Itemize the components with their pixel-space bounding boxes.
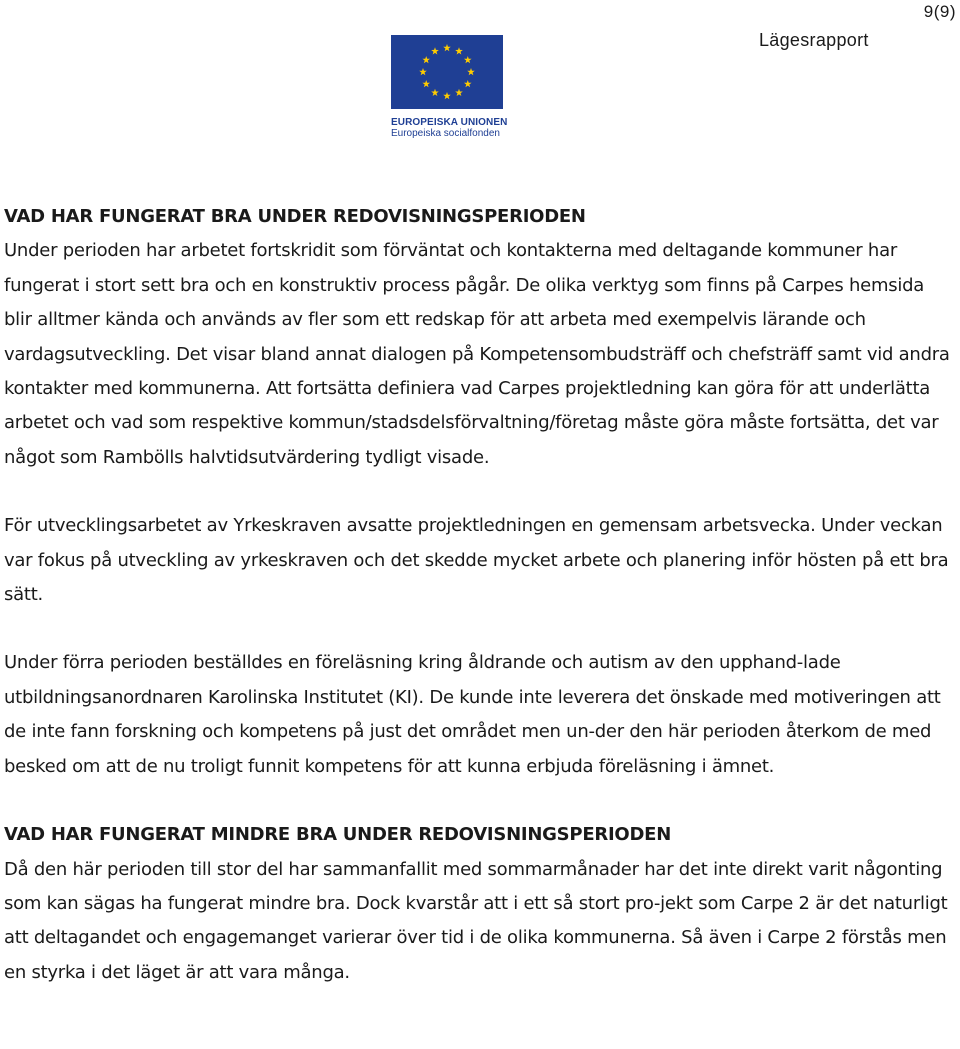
paragraph: Under perioden har arbetet fortskridit som förväntat och kontakterna med deltagande kommuner har fungerat i stort sett bra och en konstruktiv process pågår. De olika verktyg som finns på Carpes hemsida blir alltmer kända och används av fler som ett redskap för att arbeta med exempelvis lärande och vardagsutveckling. Det visar bland annat dialogen på Kompetensombudsträff och chefsträff samt vid andra kontakter med kommunerna. Att fortsätta definiera vad Carpes projektledning kan göra för att underlätta arbetet och vad som respektive kommun/stadsdelsförvaltning/företag måste göra måste fortsätta, det var något som Rambölls halvtidsutvärdering tydligt visade. <box>4 240 950 468</box>
report-title: Lägesrapport <box>759 30 869 50</box>
section-heading: VAD HAR FUNGERAT BRA UNDER REDOVISNINGSPERIODEN <box>4 206 586 227</box>
logo-text-eu: EUROPEISKA UNIONEN <box>391 117 508 128</box>
document-body <box>4 200 954 990</box>
paragraph: För utvecklingsarbetet av Yrkeskraven avsatte projektledningen en gemensam arbetsvecka. Under veckan var fokus på utveckling av yrkeskraven och det skedde mycket arbete och planering inför hösten på ett bra sätt. <box>4 515 949 606</box>
section-heading: VAD HAR FUNGERAT MINDRE BRA UNDER REDOVISNINGSPERIODEN <box>4 824 672 846</box>
page-number: 9(9) <box>923 2 956 21</box>
eu-flag-icon <box>391 35 503 109</box>
paragraph: Då den här perioden till stor del har sammanfallit med sommarmånader har det inte direkt varit någonting som kan sägas ha fungerat mindre bra. Dock kvarstår att i ett så stort pro-jekt som Carpe 2 är det naturligt att deltagandet och engagemanget varierar över tid i de olika kommunerna. Så även i Carpe 2 förstås men en styrka i det läget är att vara många. <box>4 858 948 983</box>
paragraph: Under förra perioden beställdes en föreläsning kring åldrande och autism av den upphand-lade utbildningsanordnaren Karolinska Institutet (KI). De kunde inte leverera det önskade med motiveringen att de inte fann forskning och kompetens på just det området men un-der den här perioden återkom de med besked om att de nu troligt funnit kompetens för att kunna erbjuda föreläsning i ämnet. <box>4 652 941 777</box>
eu-logo <box>391 35 507 139</box>
logo-text-esf: Europeiska socialfonden <box>391 128 500 139</box>
